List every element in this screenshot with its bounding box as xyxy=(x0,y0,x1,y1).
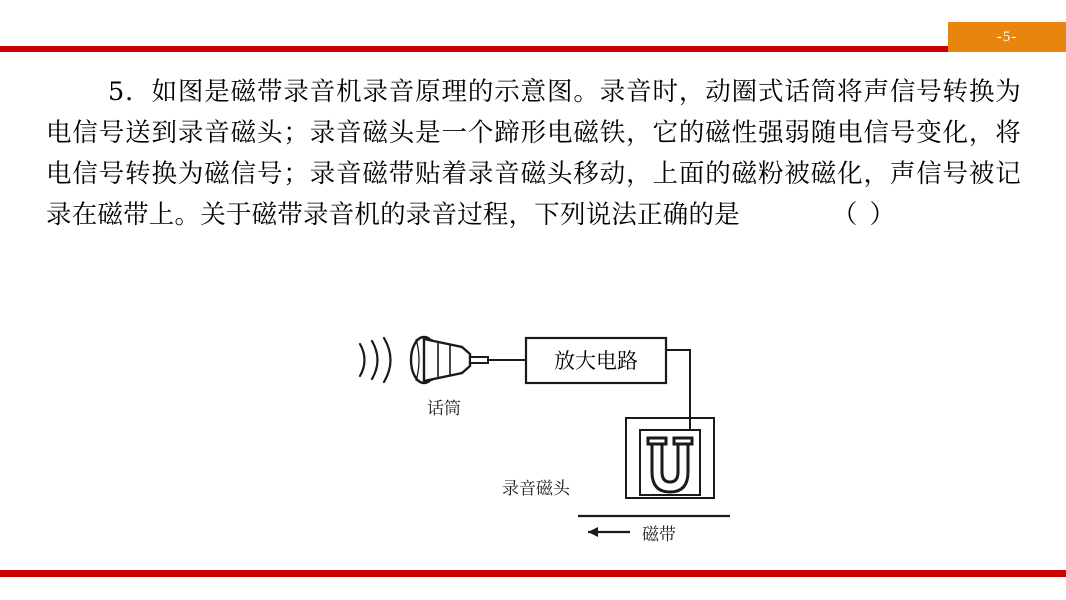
record-head-label: 录音磁头 xyxy=(502,479,570,499)
question-block xyxy=(46,72,1021,236)
tape-direction-arrow xyxy=(588,527,630,537)
microphone-icon xyxy=(411,337,488,383)
page-number-badge xyxy=(948,22,1066,52)
page-number-label: -5- xyxy=(996,28,1018,45)
sound-wave-icon xyxy=(360,338,391,382)
question-body-text: 如图是磁带录音机录音原理的示意图。录音时，动圈式话筒将声信号转换为电信号送到录音磁头；录音磁头是一个蹄形电磁铁，它的磁性强弱随电信号变化，将电信号转换为磁信号；录音磁带贴着录音磁头移动，上面的磁粉被磁化，声信号被记录在磁带上。关于磁带录音机的录音过程，下列说法正确的是 xyxy=(46,77,1021,230)
page-footer xyxy=(0,570,1066,600)
amplifier-label: 放大电路 xyxy=(554,349,638,373)
question-number-marker: ． xyxy=(124,77,152,107)
footer-red-rule xyxy=(0,570,1066,577)
figure-container xyxy=(330,330,750,565)
tape-label: 磁带 xyxy=(642,525,676,545)
header-red-rule xyxy=(0,46,1066,52)
record-head-core xyxy=(648,438,692,492)
question-paragraph xyxy=(46,72,1021,236)
page-header xyxy=(0,0,1066,56)
question-number: 5 xyxy=(108,77,125,107)
microphone-label: 话筒 xyxy=(427,399,461,419)
answer-brackets: （ ） xyxy=(831,200,898,230)
